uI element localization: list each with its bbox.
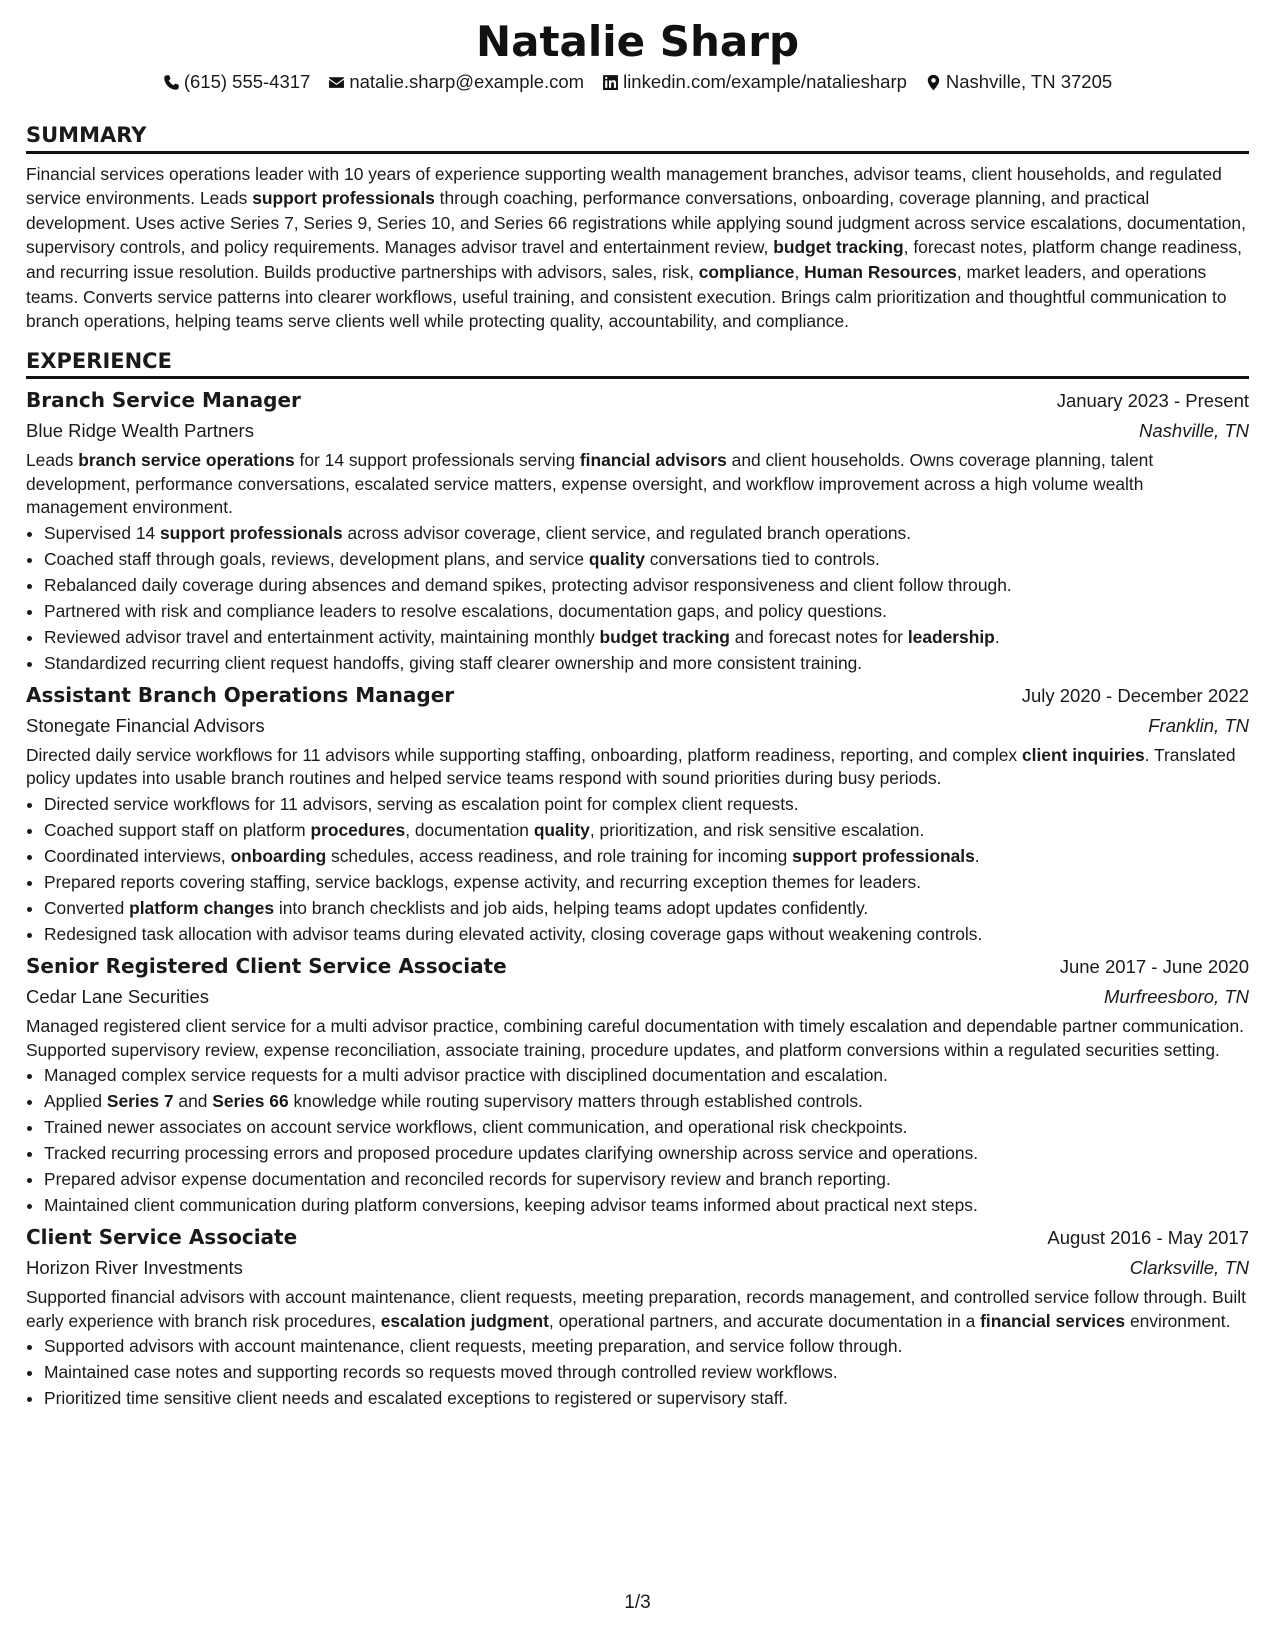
job-header [26,680,1249,711]
job-header [26,385,1249,416]
job-location: Clarksville, TN [1129,1257,1249,1279]
job-title: Client Service Associate [26,1225,298,1250]
text-run: and forecast notes for [729,626,908,647]
text-run: Applied [44,1091,107,1112]
text-run: Rebalanced daily coverage during absences and demand spikes, protecting advisor responsiveness and client follow through. [44,574,1012,595]
bullet-item [44,895,1249,921]
contact-linkedin[interactable] [602,70,907,94]
job-title: Senior Registered Client Service Associate [26,953,507,978]
text-run: through coaching, performance conversations, onboarding, coverage planning, and practical development. Uses active Series 7, Series 9, Series 10, and Series 66 registrations while applying sound judgment across service escalations, documentation, supervisory controls, and policy requirements. Manages advisor travel and entertainment review, [26,188,1246,258]
bullet-item [44,869,1249,895]
company-name: Blue Ridge Wealth Partners [26,420,254,441]
bullet-item [44,1062,1249,1088]
phone-icon [163,74,180,91]
text-run: Prioritized time sensitive client needs and escalated exceptions to registered or supervisory staff. [44,1388,788,1409]
text-run: knowledge while routing supervisory matters through established controls. [288,1091,863,1112]
text-run: Managed complex service requests for a multi advisor practice with disciplined documentation and escalation. [44,1065,888,1086]
bold-keyword: onboarding [230,845,327,866]
job-description [26,1015,1249,1062]
text-run: Supervised 14 [44,522,161,543]
job-bullets [26,1333,1249,1411]
job-dates: August 2016 - May 2017 [1047,1227,1249,1249]
job-entry [26,680,1249,947]
text-run: Supported financial advisors with account maintenance, client requests, meeting preparation, records management, and controlled service follow through. Built early experience with branch risk procedures, [26,1287,1246,1331]
text-run: , operational partners, and accurate documentation in a [548,1310,981,1331]
contact-email[interactable] [328,70,584,94]
bold-keyword: Series 66 [212,1091,289,1112]
experience-heading: EXPERIENCE [26,348,1249,379]
text-run: Coached staff through goals, reviews, development plans, and service [44,548,589,569]
resume-page [26,18,1249,1411]
bold-keyword: support professionals [252,188,435,209]
email-text: natalie.sharp@example.com [349,71,585,93]
text-run: Financial services operations leader with 10 years of experience supporting wealth management branches, advisor teams, client households, and regulated service environments. Leads [26,163,1222,209]
bullet-item [44,650,1249,676]
job-dates: June 2017 - June 2020 [1059,955,1249,977]
job-location: Murfreesboro, TN [1104,985,1249,1007]
bold-keyword: client inquiries [1021,744,1145,765]
bold-keyword: Human Resources [804,261,957,282]
job-description [26,1286,1249,1333]
job-location: Nashville, TN [1139,420,1249,441]
text-run: Tracked recurring processing errors and proposed procedure updates clarifying ownership across service and operations. [44,1143,979,1164]
text-run: for 14 support professionals serving [294,450,580,470]
job-bullets [26,1062,1249,1218]
bullet-item [44,791,1249,817]
bullet-item [44,1192,1249,1218]
job-subheader [26,711,1249,740]
job-description [26,744,1249,791]
job-title: Branch Service Manager [26,388,301,412]
text-run: Redesigned task allocation with advisor teams during elevated activity, closing coverage gaps without weakening controls. [44,923,983,944]
job-entry [26,1222,1249,1411]
job-title: Assistant Branch Operations Manager [26,682,455,707]
bold-keyword: quality [533,819,590,840]
bold-keyword: budget tracking [599,626,730,647]
job-entry [26,951,1249,1218]
bold-keyword: compliance [698,261,795,282]
text-run: and [173,1091,213,1112]
text-run: schedules, access readiness, and role training for incoming [326,845,793,866]
contact-location [925,70,1112,94]
text-run: Reviewed advisor travel and entertainment activity, maintaining monthly [44,626,600,647]
bold-keyword: budget tracking [773,237,904,258]
job-subheader [26,1253,1249,1282]
page-number: 1/3 [624,1592,651,1613]
bold-keyword: leadership [907,626,995,647]
bullet-item [44,572,1249,598]
bullet-item [44,520,1249,546]
text-run: into branch checklists and job aids, helping teams adopt updates confidently. [274,897,869,918]
text-run: conversations tied to controls. [644,548,880,569]
bullet-item [44,1088,1249,1114]
text-run: Maintained client communication during platform conversions, keeping advisor teams informed about practical next steps. [44,1195,978,1216]
summary-heading: SUMMARY [26,122,1249,153]
bold-keyword: financial advisors [579,450,727,470]
text-run: Partnered with risk and compliance leaders to resolve escalations, documentation gaps, and policy questions. [44,600,887,621]
job-header [26,1222,1249,1253]
text-run: . Translated policy updates into usable branch routines and helped service teams respond with sound priorities during busy periods. [26,744,1236,789]
text-run: Supported advisors with account maintenance, client requests, meeting preparation, and service follow through. [44,1336,903,1357]
contact-phone[interactable] [163,70,311,94]
text-run: Prepared reports covering staffing, service backlogs, expense activity, and recurring exception themes for leaders. [44,871,922,892]
text-run: . [974,845,980,866]
bold-keyword: support professionals [792,845,975,866]
bullet-item [44,598,1249,624]
text-run: . [994,626,1000,647]
bullet-item [44,546,1249,572]
text-run: Converted [44,897,130,918]
bullet-item [44,1166,1249,1192]
company-name: Horizon River Investments [26,1257,243,1279]
text-run: , documentation [405,819,534,840]
bullet-item [44,1359,1249,1385]
company-name: Cedar Lane Securities [26,985,210,1007]
text-run: Trained newer associates on account service workflows, client communication, and operational risk checkpoints. [44,1117,908,1138]
bold-keyword: support professionals [160,522,343,543]
summary-text [26,162,1249,334]
text-run: , prioritization, and risk sensitive escalation. [589,819,925,840]
bullet-item [44,624,1249,650]
text-run: and client households. Owns coverage planning, talent development, performance conversations, escalated service matters, expense oversight, and workflow improvement across a high volume wealth management environment. [26,450,1154,518]
contact-bar [26,70,1249,94]
job-bullets [26,520,1249,676]
text-run: Managed registered client service for a multi advisor practice, combining careful documentation with timely escalation and dependable partner communication. Supported supervisory review, expense reconciliation, associate training, procedure updates, and platform conversions within a regulated securities setting. [26,1015,1244,1060]
text-run: , market leaders, and operations teams. Converts service patterns into clearer workflows, useful training, and consistent execution. Brings calm prioritization and thoughtful communication to branch operations, helping teams serve clients well while protecting quality, accountability, and compliance. [26,261,1227,332]
bullet-item [44,843,1249,869]
bold-keyword: procedures [310,819,406,840]
bold-keyword: financial services [980,1310,1126,1331]
text-run: Directed daily service workflows for 11 advisors while supporting staffing, onboarding, platform readiness, reporting, and complex [26,744,1022,765]
text-run: Coordinated interviews, [44,845,231,866]
map-marker-icon [925,74,942,91]
bullet-item [44,1385,1249,1411]
text-run: , [794,261,805,282]
bold-keyword: Series 7 [106,1091,174,1112]
linkedin-text: linkedin.com/example/nataliesharp [623,71,907,93]
text-run: Prepared advisor expense documentation and reconciled records for supervisory review and branch reporting. [44,1169,891,1190]
phone-text: (615) 555-4317 [183,71,311,93]
bold-keyword: escalation judgment [380,1310,549,1331]
job-location: Franklin, TN [1148,714,1249,736]
job-header [26,951,1249,982]
bullet-item [44,817,1249,843]
location-text: Nashville, TN 37205 [945,71,1113,93]
job-entry [26,385,1249,676]
text-run: Coached support staff on platform [44,819,311,840]
envelope-icon [328,74,345,91]
bullet-item [44,921,1249,947]
text-run: Standardized recurring client request handoffs, giving staff clearer ownership and more consistent training. [44,652,863,673]
text-run: Leads [26,450,79,470]
bold-keyword: quality [588,548,645,569]
job-dates: January 2023 - Present [1056,390,1249,411]
linkedin-icon [602,74,619,91]
job-dates: July 2020 - December 2022 [1021,684,1249,706]
company-name: Stonegate Financial Advisors [26,714,265,736]
bullet-item [44,1114,1249,1140]
candidate-name: Natalie Sharp [475,17,800,66]
bold-keyword: branch service operations [78,450,295,470]
text-run: environment. [1125,1310,1231,1331]
bold-keyword: platform changes [129,897,275,918]
job-subheader [26,416,1249,445]
text-run: , forecast notes, platform change readiness, and recurring issue resolution. Builds productive partnerships with advisors, sales, risk, [26,237,1242,282]
job-description [26,449,1249,520]
bullet-item [44,1333,1249,1359]
job-subheader [26,982,1249,1011]
job-bullets [26,791,1249,947]
bullet-item [44,1140,1249,1166]
experience-list [26,385,1249,1411]
text-run: Maintained case notes and supporting records so requests moved through controlled review workflows. [44,1362,838,1383]
text-run: Directed service workflows for 11 advisors, serving as escalation point for complex client requests. [44,793,799,814]
text-run: across advisor coverage, client service, and regulated branch operations. [342,522,912,543]
